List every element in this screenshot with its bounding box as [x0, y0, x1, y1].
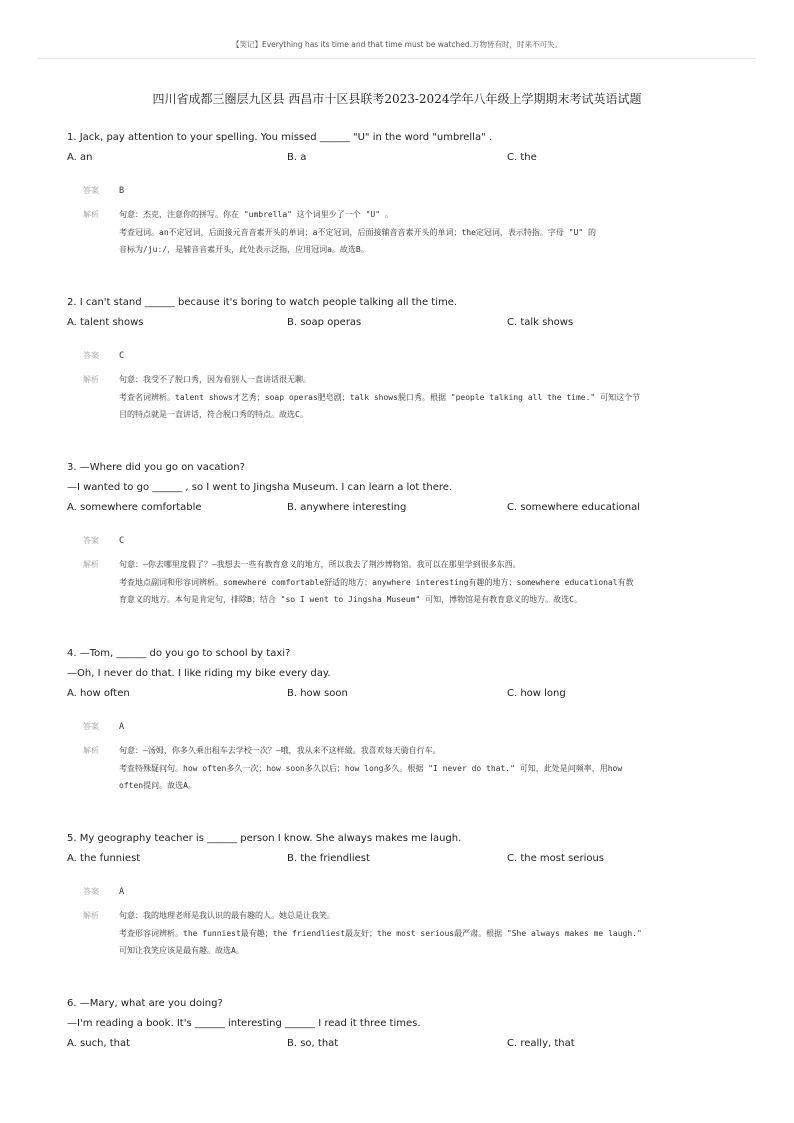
option-b: B. how soon — [287, 688, 348, 699]
option-c: C. how long — [507, 688, 566, 699]
explanation-line: 考查形容词辨析。the funniest最有趣；the friendliest最友好；the most serious最严肃。根据 "She always makes me laugh." — [119, 928, 642, 938]
answer-value: A — [119, 722, 125, 732]
answer-value: B — [119, 186, 125, 196]
explanation-line: 句意：杰克，注意你的拼写。你在 "umbrella" 这个词里少了一个 "U" 。 — [119, 210, 393, 219]
answer-value: A — [119, 887, 125, 897]
question-options — [67, 1034, 747, 1054]
answer-row — [67, 182, 747, 200]
explanation-block — [67, 742, 747, 795]
answer-value: C — [119, 351, 125, 361]
explanation-line: 考查地点副词和形容词辨析。somewhere comfortable舒适的地方；anywhere interesting有趣的地方；somewhere educational有教 — [119, 577, 634, 587]
explanation-line: 可知让我笑应该是最有趣。故选A。 — [119, 946, 244, 955]
question-4 — [67, 644, 747, 795]
explanation-line: 句意：—你去哪里度假了？—我想去一些有教育意义的地方，所以我去了荆沙博物馆。我可以在那里学到很多东西。 — [119, 560, 521, 569]
explanation-line: 句意：我的地理老师是我认识的最有趣的人。她总是让我笑。 — [119, 911, 335, 920]
answer-label: 答案 — [83, 722, 99, 731]
explanation-block — [67, 556, 747, 609]
explanation-line: often提问。故选A。 — [119, 781, 196, 790]
option-a: A. talent shows — [67, 317, 144, 328]
option-c: C. talk shows — [507, 317, 574, 328]
question-options — [67, 684, 747, 704]
question-3 — [67, 458, 747, 609]
explanation-line: 音标为/juː/，是辅音音素开头，此处表示泛指，应用冠词a。故选B。 — [119, 245, 369, 254]
option-a: A. the funniest — [67, 853, 141, 864]
option-b: B. soap operas — [287, 317, 362, 328]
question-stem: 3. —Where did you go on vacation? — [67, 462, 245, 473]
explanation-block — [67, 371, 747, 424]
header-note: 【笑记】Everything has its time and that time must be watched.万物皆有时，时来不可失。 — [231, 40, 563, 49]
analysis-label: 解析 — [83, 746, 99, 755]
option-c: C. somewhere educational — [507, 502, 640, 513]
option-b: B. so, that — [287, 1038, 339, 1049]
question-6 — [67, 994, 747, 1054]
question-1 — [67, 128, 747, 259]
question-options — [67, 148, 747, 168]
option-c: C. the most serious — [507, 853, 605, 864]
question-stem: 6. —Mary, what are you doing? — [67, 998, 223, 1009]
answer-value: C — [119, 536, 125, 546]
analysis-label: 解析 — [83, 560, 99, 569]
analysis-label: 解析 — [83, 375, 99, 384]
answer-row — [67, 883, 747, 901]
option-a: A. how often — [67, 688, 130, 699]
option-c: C. the — [507, 152, 537, 163]
answer-row — [67, 347, 747, 365]
analysis-label: 解析 — [83, 911, 99, 920]
answer-label: 答案 — [83, 186, 99, 195]
option-b: B. a — [287, 152, 307, 163]
option-a: A. an — [67, 152, 93, 163]
answer-label: 答案 — [83, 887, 99, 896]
answer-row — [67, 532, 747, 550]
explanation-line: 目的特点就是一直讲话，符合脱口秀的特点。故选C。 — [119, 410, 308, 419]
question-stem: —Oh, I never do that. I like riding my bike every day. — [67, 668, 331, 679]
question-stem: 5. My geography teacher is ______ person I know. She always makes me laugh. — [67, 833, 462, 844]
question-options — [67, 498, 747, 518]
explanation-line: 句意：我受不了脱口秀，因为看别人一直讲话很无聊。 — [119, 375, 311, 384]
option-a: A. somewhere comfortable — [67, 502, 202, 513]
option-b: B. anywhere interesting — [287, 502, 407, 513]
header-divider — [38, 58, 756, 59]
page-title: 四川省成都三圈层九区县 西昌市十区县联考2023-2024学年八年级上学期期末考试英语试题 — [152, 92, 642, 106]
question-stem: —I wanted to go ______ , so I went to Jingsha Museum. I can learn a lot there. — [67, 482, 453, 493]
answer-label: 答案 — [83, 536, 99, 545]
question-stem: 1. Jack, pay attention to your spelling. You missed ______ "U" in the word "umbrella" . — [67, 132, 493, 143]
explanation-line: 考查名词辨析。talent shows才艺秀；soap operas肥皂剧；talk shows脱口秀。根据 "people talking all the time." 可知这个节 — [119, 392, 641, 402]
question-stem: —I'm reading a book. It's ______ interesting ______ I read it three times. — [67, 1018, 421, 1029]
question-options — [67, 849, 747, 869]
explanation-block — [67, 907, 747, 960]
option-c: C. really, that — [507, 1038, 575, 1049]
question-options — [67, 313, 747, 333]
option-a: A. such, that — [67, 1038, 131, 1049]
explanation-line: 育意义的地方。本句是肯定句，排除B；结合 "so I went to Jingsha Museum" 可知，博物馆是有教育意义的地方。故选C。 — [119, 595, 582, 604]
explanation-line: 考查冠词。an不定冠词，后面接元音音素开头的单词；a不定冠词，后面接辅音音素开头的单词；the定冠词，表示特指。字母 "U" 的 — [119, 227, 596, 237]
answer-row — [67, 718, 747, 736]
answer-label: 答案 — [83, 351, 99, 360]
explanation-line: 考查特殊疑问句。how often多久一次；how soon多久以后；how long多久。根据 "I never do that." 可知，此处是问频率，用how — [119, 763, 623, 773]
question-stem: 2. I can't stand ______ because it's boring to watch people talking all the time. — [67, 297, 458, 308]
analysis-label: 解析 — [83, 210, 99, 219]
question-2 — [67, 293, 747, 424]
question-5 — [67, 829, 747, 960]
question-stem: 4. —Tom, ______ do you go to school by taxi? — [67, 648, 291, 659]
explanation-block — [67, 206, 747, 259]
option-b: B. the friendliest — [287, 853, 370, 864]
explanation-line: 句意：—汤姆，你多久乘出租车去学校一次？—哦，我从来不这样做。我喜欢每天骑自行车。 — [119, 746, 441, 755]
